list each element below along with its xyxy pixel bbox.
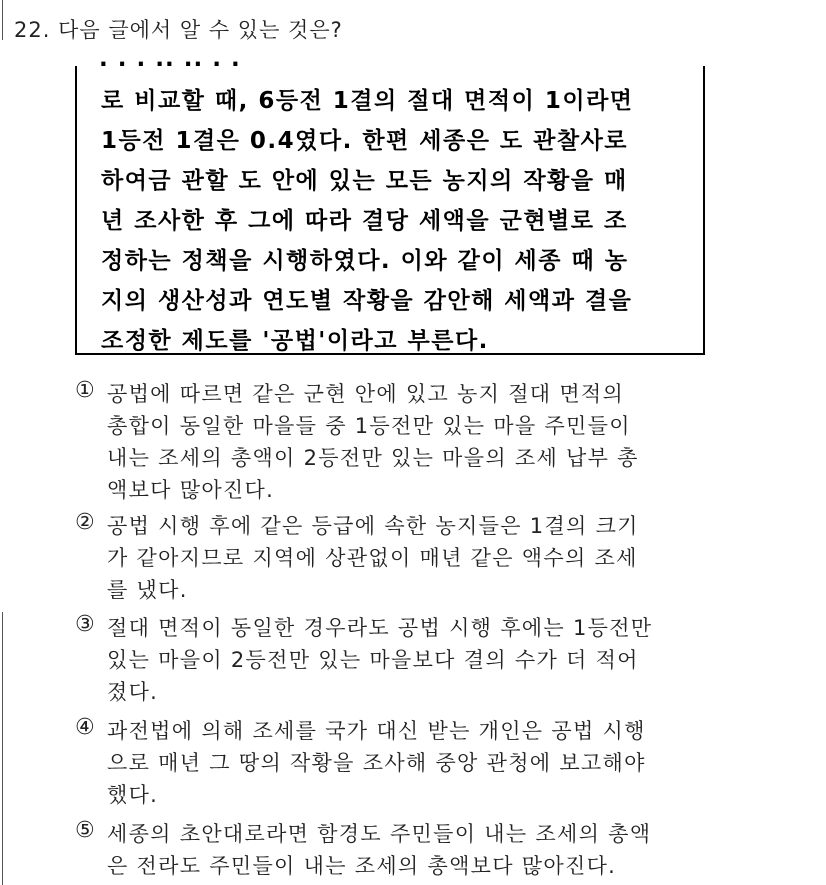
option-line: 있는 마을이 2등전만 있는 마을보다 결의 수가 더 적어 [107,648,639,672]
question-number: 22. [14,18,51,42]
column-divider-top [2,0,3,40]
passage-line: 년 조사한 후 그에 따라 결당 세액을 군현별로 조 [101,208,628,234]
passage-line: 1등전 1결은 0.4였다. 한편 세종은 도 관찰사로 [101,128,629,154]
option-line: 가 같아지므로 지역에 상관없이 매년 같은 액수의 조세 [107,546,638,570]
passage-line: 조정한 제도를 '공법'이라고 부른다. [101,328,489,354]
option-marker: ② [75,510,95,535]
option-line: 총합이 동일한 마을들 중 1등전만 있는 마을 주민들이 [107,414,631,438]
option-text [107,715,646,811]
option-marker: ① [75,378,95,403]
passage-line: 지의 생산성과 연도별 작황을 감안해 세액과 결을 [101,288,633,314]
option-text [107,378,639,506]
option-line: 를 냈다. [107,578,188,602]
option-line: 공법 시행 후에 같은 등급에 속한 농지들은 1결의 크기 [107,514,639,538]
passage-box [75,52,705,355]
option-line: 으로 매년 그 땅의 작황을 조사해 중앙 관청에 보고해야 [107,751,646,775]
question-heading [14,14,343,44]
passage-line: 정하는 정책을 시행하였다. 이와 같이 세종 때 농 [101,248,629,274]
option-line: 과전법에 의해 조세를 국가 대신 받는 개인은 공법 시행 [107,719,646,743]
passage-line: 하여금 관할 도 안에 있는 모든 농지의 작황을 매 [101,168,628,194]
option-line: 절대 면적이 동일한 경우라도 공법 시행 후에는 1등전만 [107,616,653,640]
option-marker: ⑤ [75,818,95,843]
option-text [107,510,639,606]
option-line: 은 전라도 주민들이 내는 조세의 총액보다 많아진다. [107,854,617,878]
passage-cut-line: · · · ·· ·· · · [99,52,241,78]
passage-line: 로 비교할 때, 6등전 1결의 절대 면적이 1이라면 [101,88,634,114]
option-line: 졌다. [107,680,159,704]
option-marker: ④ [75,715,95,740]
option-line: 내는 조세의 총액이 2등전만 있는 마을의 조세 납부 총 [107,446,639,470]
option-line: 액보다 많아진다. [107,478,275,502]
column-divider-bottom [2,612,3,885]
question-prompt: 다음 글에서 알 수 있는 것은? [58,18,343,42]
option-text [107,818,651,882]
option-line: 공법에 따르면 같은 군현 안에 있고 농지 절대 면적의 [107,382,625,406]
option-line: 세종의 초안대로라면 함경도 주민들이 내는 조세의 총액 [107,822,652,846]
option-line: 했다. [107,783,159,807]
option-text [107,612,652,708]
option-marker: ③ [75,612,95,637]
